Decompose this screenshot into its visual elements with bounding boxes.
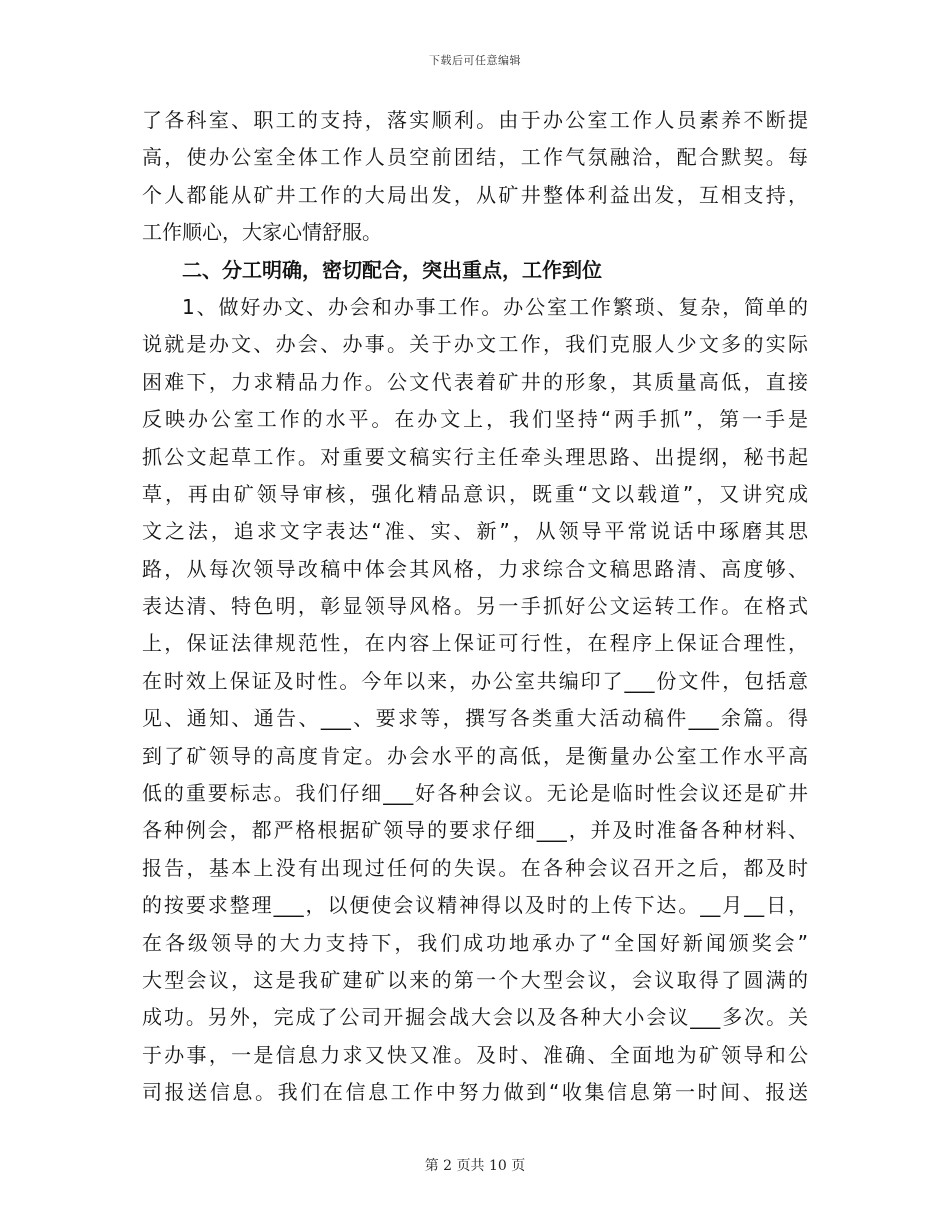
body-line: 在时效上保证及时性。今年以来，办公室共编印了___份文件，包括意 [142,668,808,693]
body-line: 困难下，力求精品力作。公文代表着矿井的形象，其质量高低，直接 [142,369,808,394]
body-line: 成功。另外，完成了公司开掘会战大会以及各种大小会议___多次。关 [142,1005,808,1030]
body-line: 1、做好办文、办会和办事工作。办公室工作繁琐、复杂，简单的 [182,294,808,319]
body-line: 司报送信息。我们在信息工作中努力做到“收集信息第一时间、报送 [142,1080,808,1105]
body-line: 的按要求整理___，以便使会议精神得以及时的上传下达。__月__日， [142,893,808,918]
body-line: 低的重要标志。我们仔细___好各种会议。无论是临时性会议还是矿井 [142,781,808,806]
body-line: 了各科室、职工的支持，落实顺利。由于办公室工作人员素养不断提 [142,108,808,132]
body-line: 大型会议，这是我矿建矿以来的第一个大型会议，会议取得了圆满的 [142,967,808,992]
body-line: 文之法，追求文字表达“准、实、新”，从领导平常说话中琢磨其思 [142,519,808,544]
document-body [142,102,808,1112]
body-line: 高，使办公室全体工作人员空前团结，工作气氛融洽，配合默契。每 [142,145,808,170]
body-line: 各种例会，都严格根据矿领导的要求仔细___，并及时准备各种材料、 [142,818,808,843]
body-line: 路，从每次领导改稿中体会其风格，力求综合文稿思路清、高度够、 [142,556,808,581]
section-heading: 二、分工明确，密切配合，突出重点，工作到位 [182,257,602,282]
body-line: 到了矿领导的高度肯定。办会水平的高低，是衡量办公室工作水平高 [142,743,808,768]
body-line: 工作顺心，大家心情舒服。 [142,220,382,245]
body-line: 报告，基本上没有出现过任何的失误。在各种会议召开之后，都及时 [142,855,808,880]
page-footer: 第 2 页共 10 页 [424,1158,526,1174]
body-line: 见、通知、通告、___、要求等，撰写各类重大活动稿件___余篇。得 [142,706,808,731]
body-line: 说就是办文、办会、办事。关于办文工作，我们克服人少文多的实际 [142,332,808,357]
body-line: 抓公文起草工作。对重要文稿实行主任牵头理思路、出提纲，秘书起 [142,444,808,469]
body-line: 在各级领导的大力支持下，我们成功地承办了“全国好新闻颁奖会” [142,930,808,955]
body-line: 表达清、特色明，彰显领导风格。另一手抓好公文运转工作。在格式 [142,594,808,619]
body-line: 反映办公室工作的水平。在办文上，我们坚持“两手抓”，第一手是 [142,407,808,432]
body-line: 上，保证法律规范性，在内容上保证可行性，在程序上保证合理性， [142,631,808,656]
body-line: 个人都能从矿井工作的大局出发，从矿井整体利益出发，互相支持， [142,182,808,207]
body-line: 草，再由矿领导审核，强化精品意识，既重“文以载道”，又讲究成 [142,481,808,506]
body-line: 于办事，一是信息力求又快又准。及时、准确、全面地为矿领导和公 [142,1042,808,1067]
page-header: 下载后可任意编辑 [429,54,521,67]
